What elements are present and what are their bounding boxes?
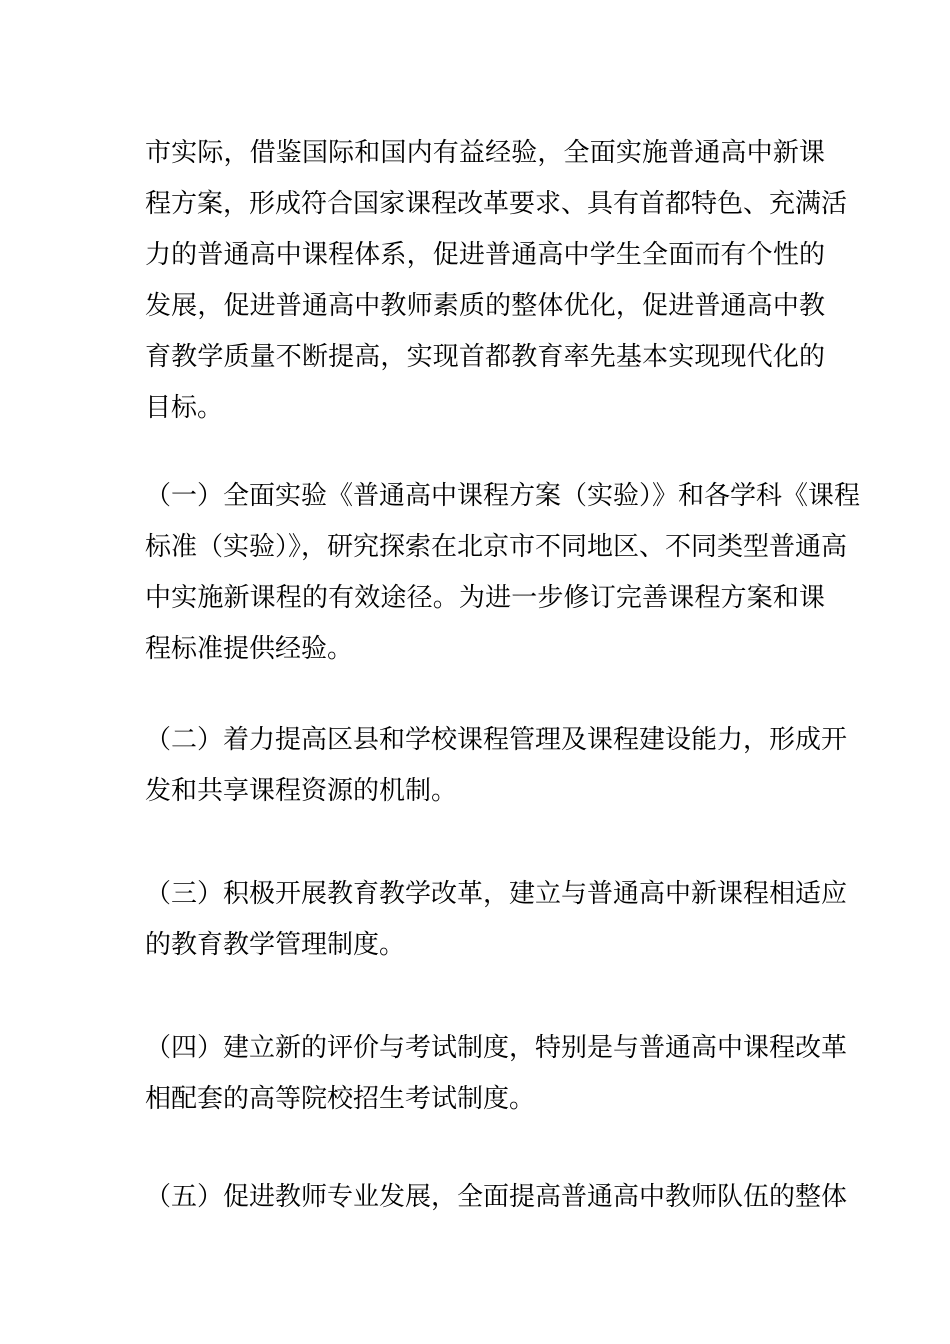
paragraph-item-4 <box>145 1023 848 1125</box>
text-line: （四）建立新的评价与考试制度，特别是与普通高中课程改革 <box>145 1033 848 1063</box>
text-line: （五）促进教师专业发展，全面提高普通高中教师队伍的整体 <box>145 1182 848 1212</box>
paragraph-item-3 <box>145 869 848 971</box>
text-line: （一）全面实验《普通高中课程方案（实验）》和各学科《课程 <box>145 481 861 511</box>
text-line: 程方案，形成符合国家课程改革要求、具有首都特色、充满活 <box>145 189 848 219</box>
text-line: 力的普通高中课程体系，促进普通高中学生全面而有个性的 <box>145 240 825 270</box>
paragraph-item-5 <box>145 1172 848 1223</box>
text-line: 标准（实验）》，研究探索在北京市不同地区、不同类型普通高 <box>145 532 848 562</box>
text-line: 市实际，借鉴国际和国内有益经验，全面实施普通高中新课 <box>145 138 825 168</box>
text-line: 相配套的高等院校招生考试制度。 <box>145 1084 536 1114</box>
text-line: 程标准提供经验。 <box>145 634 354 664</box>
text-line: 发和共享课程资源的机制。 <box>145 776 458 806</box>
text-line: 中实施新课程的有效途径。为进一步修订完善课程方案和课 <box>145 583 825 613</box>
paragraph-item-1 <box>145 471 861 675</box>
paragraph-goals <box>145 128 848 434</box>
text-line: 目标。 <box>145 393 224 423</box>
text-line: （三）积极开展教育教学改革，建立与普通高中新课程相适应 <box>145 879 848 909</box>
text-line: 发展，促进普通高中教师素质的整体优化，促进普通高中教 <box>145 291 825 321</box>
text-line: 育教学质量不断提高，实现首都教育率先基本实现现代化的 <box>145 342 825 372</box>
text-line: 的教育教学管理制度。 <box>145 930 406 960</box>
paragraph-item-2 <box>145 715 848 817</box>
text-line: （二）着力提高区县和学校课程管理及课程建设能力，形成开 <box>145 725 848 755</box>
